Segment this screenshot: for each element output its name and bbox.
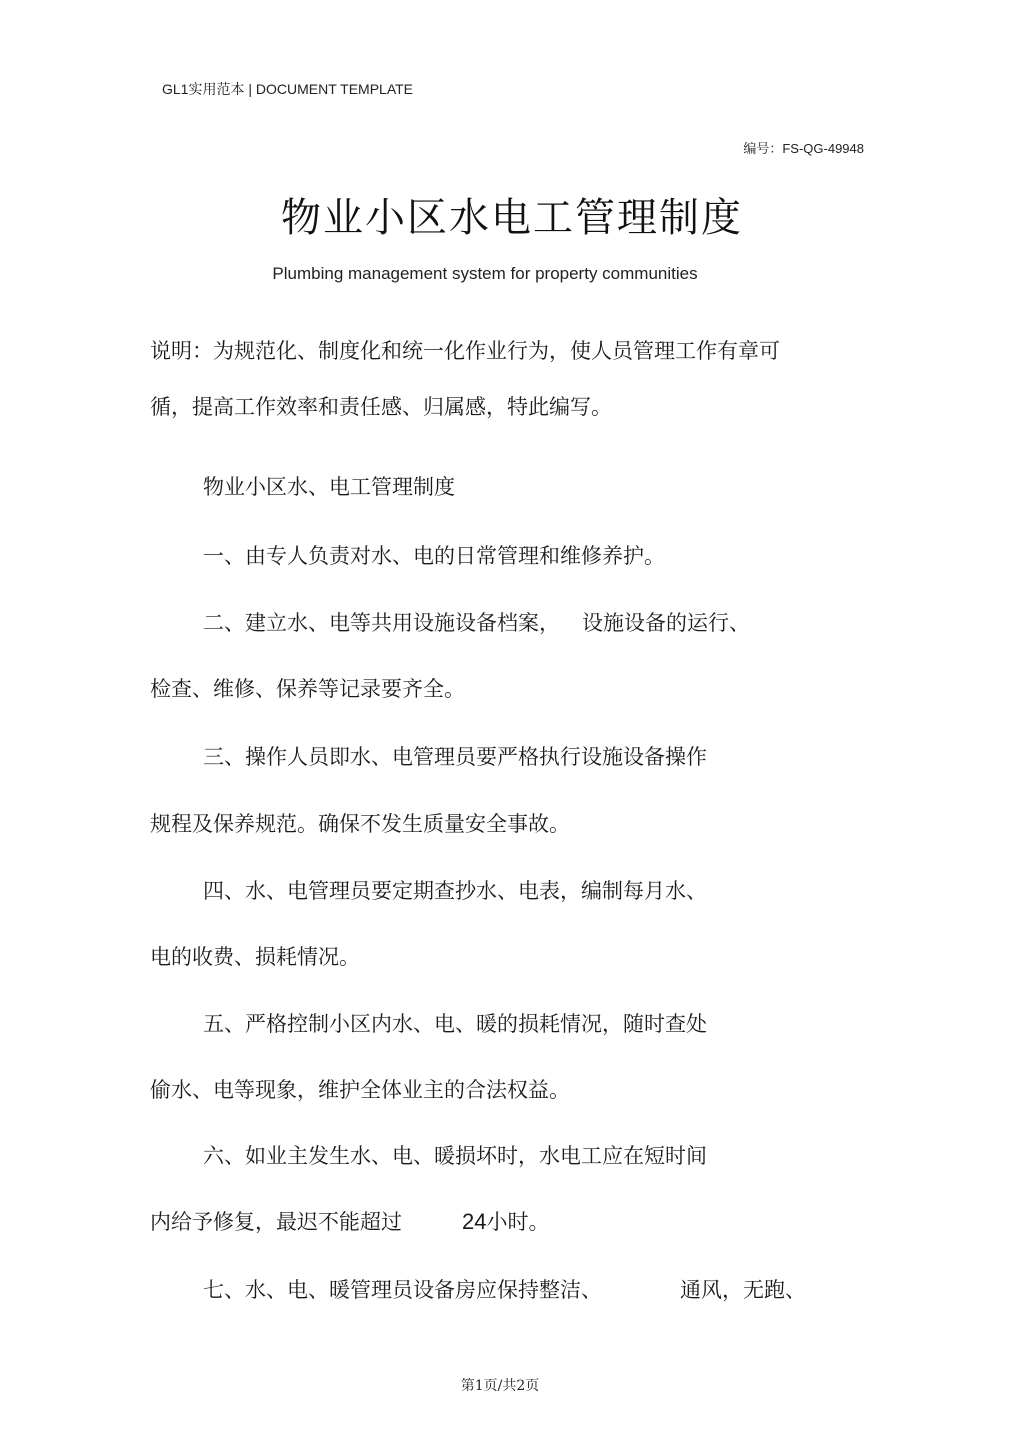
item-4-line-1: 四、水、电管理员要定期查抄水、电表，编制每月水、 bbox=[203, 879, 707, 903]
item-2-line-1 bbox=[203, 607, 750, 637]
item-7-line-1 bbox=[203, 1274, 806, 1304]
description-line-1: 说明：为规范化、制度化和统一化作业行为，使人员管理工作有章可 bbox=[150, 339, 780, 363]
page-subtitle: Plumbing management system for property communities bbox=[272, 264, 698, 283]
item-6-hours-unit: 小时。 bbox=[486, 1210, 550, 1234]
item-3-line-2: 规程及保养规范。确保不发生质量安全事故。 bbox=[150, 812, 570, 836]
item-4-line-2: 电的收费、损耗情况。 bbox=[150, 945, 360, 969]
description-line-2: 循，提高工作效率和责任感、归属感，特此编写。 bbox=[150, 395, 612, 419]
item-1: 一、由专人负责对水、电的日常管理和维修养护。 bbox=[203, 544, 665, 568]
item-3-line-1: 三、操作人员即水、电管理员要严格执行设施设备操作 bbox=[203, 745, 707, 769]
item-7-part-b: 通风，无跑、 bbox=[680, 1278, 806, 1302]
section-title: 物业小区水、电工管理制度 bbox=[203, 475, 455, 499]
item-2-line-2: 检查、维修、保养等记录要齐全。 bbox=[150, 677, 465, 701]
item-2-part-a: 二、建立水、电等共用设施设备档案， bbox=[203, 611, 560, 635]
item-5-line-1: 五、严格控制小区内水、电、暖的损耗情况，随时查处 bbox=[203, 1012, 707, 1036]
page-title: 物业小区水电工管理制度 bbox=[281, 195, 743, 241]
item-7-part-a: 七、水、电、暖管理员设备房应保持整洁、 bbox=[203, 1278, 602, 1302]
document-number: 编号：FS-QG-49948 bbox=[743, 141, 864, 156]
item-6-text: 内给予修复，最迟不能超过 bbox=[150, 1210, 402, 1234]
page-footer: 第1页/共2页 bbox=[460, 1378, 540, 1394]
item-6-hours-number: 24 bbox=[462, 1209, 487, 1234]
item-6-line-2 bbox=[150, 1206, 549, 1236]
document-header: GL1实用范本 | DOCUMENT TEMPLATE bbox=[162, 81, 414, 97]
item-2-part-b: 设施设备的运行、 bbox=[582, 611, 750, 635]
item-5-line-2: 偷水、电等现象，维护全体业主的合法权益。 bbox=[150, 1078, 570, 1102]
item-6-line-1: 六、如业主发生水、电、暖损坏时，水电工应在短时间 bbox=[203, 1144, 707, 1168]
